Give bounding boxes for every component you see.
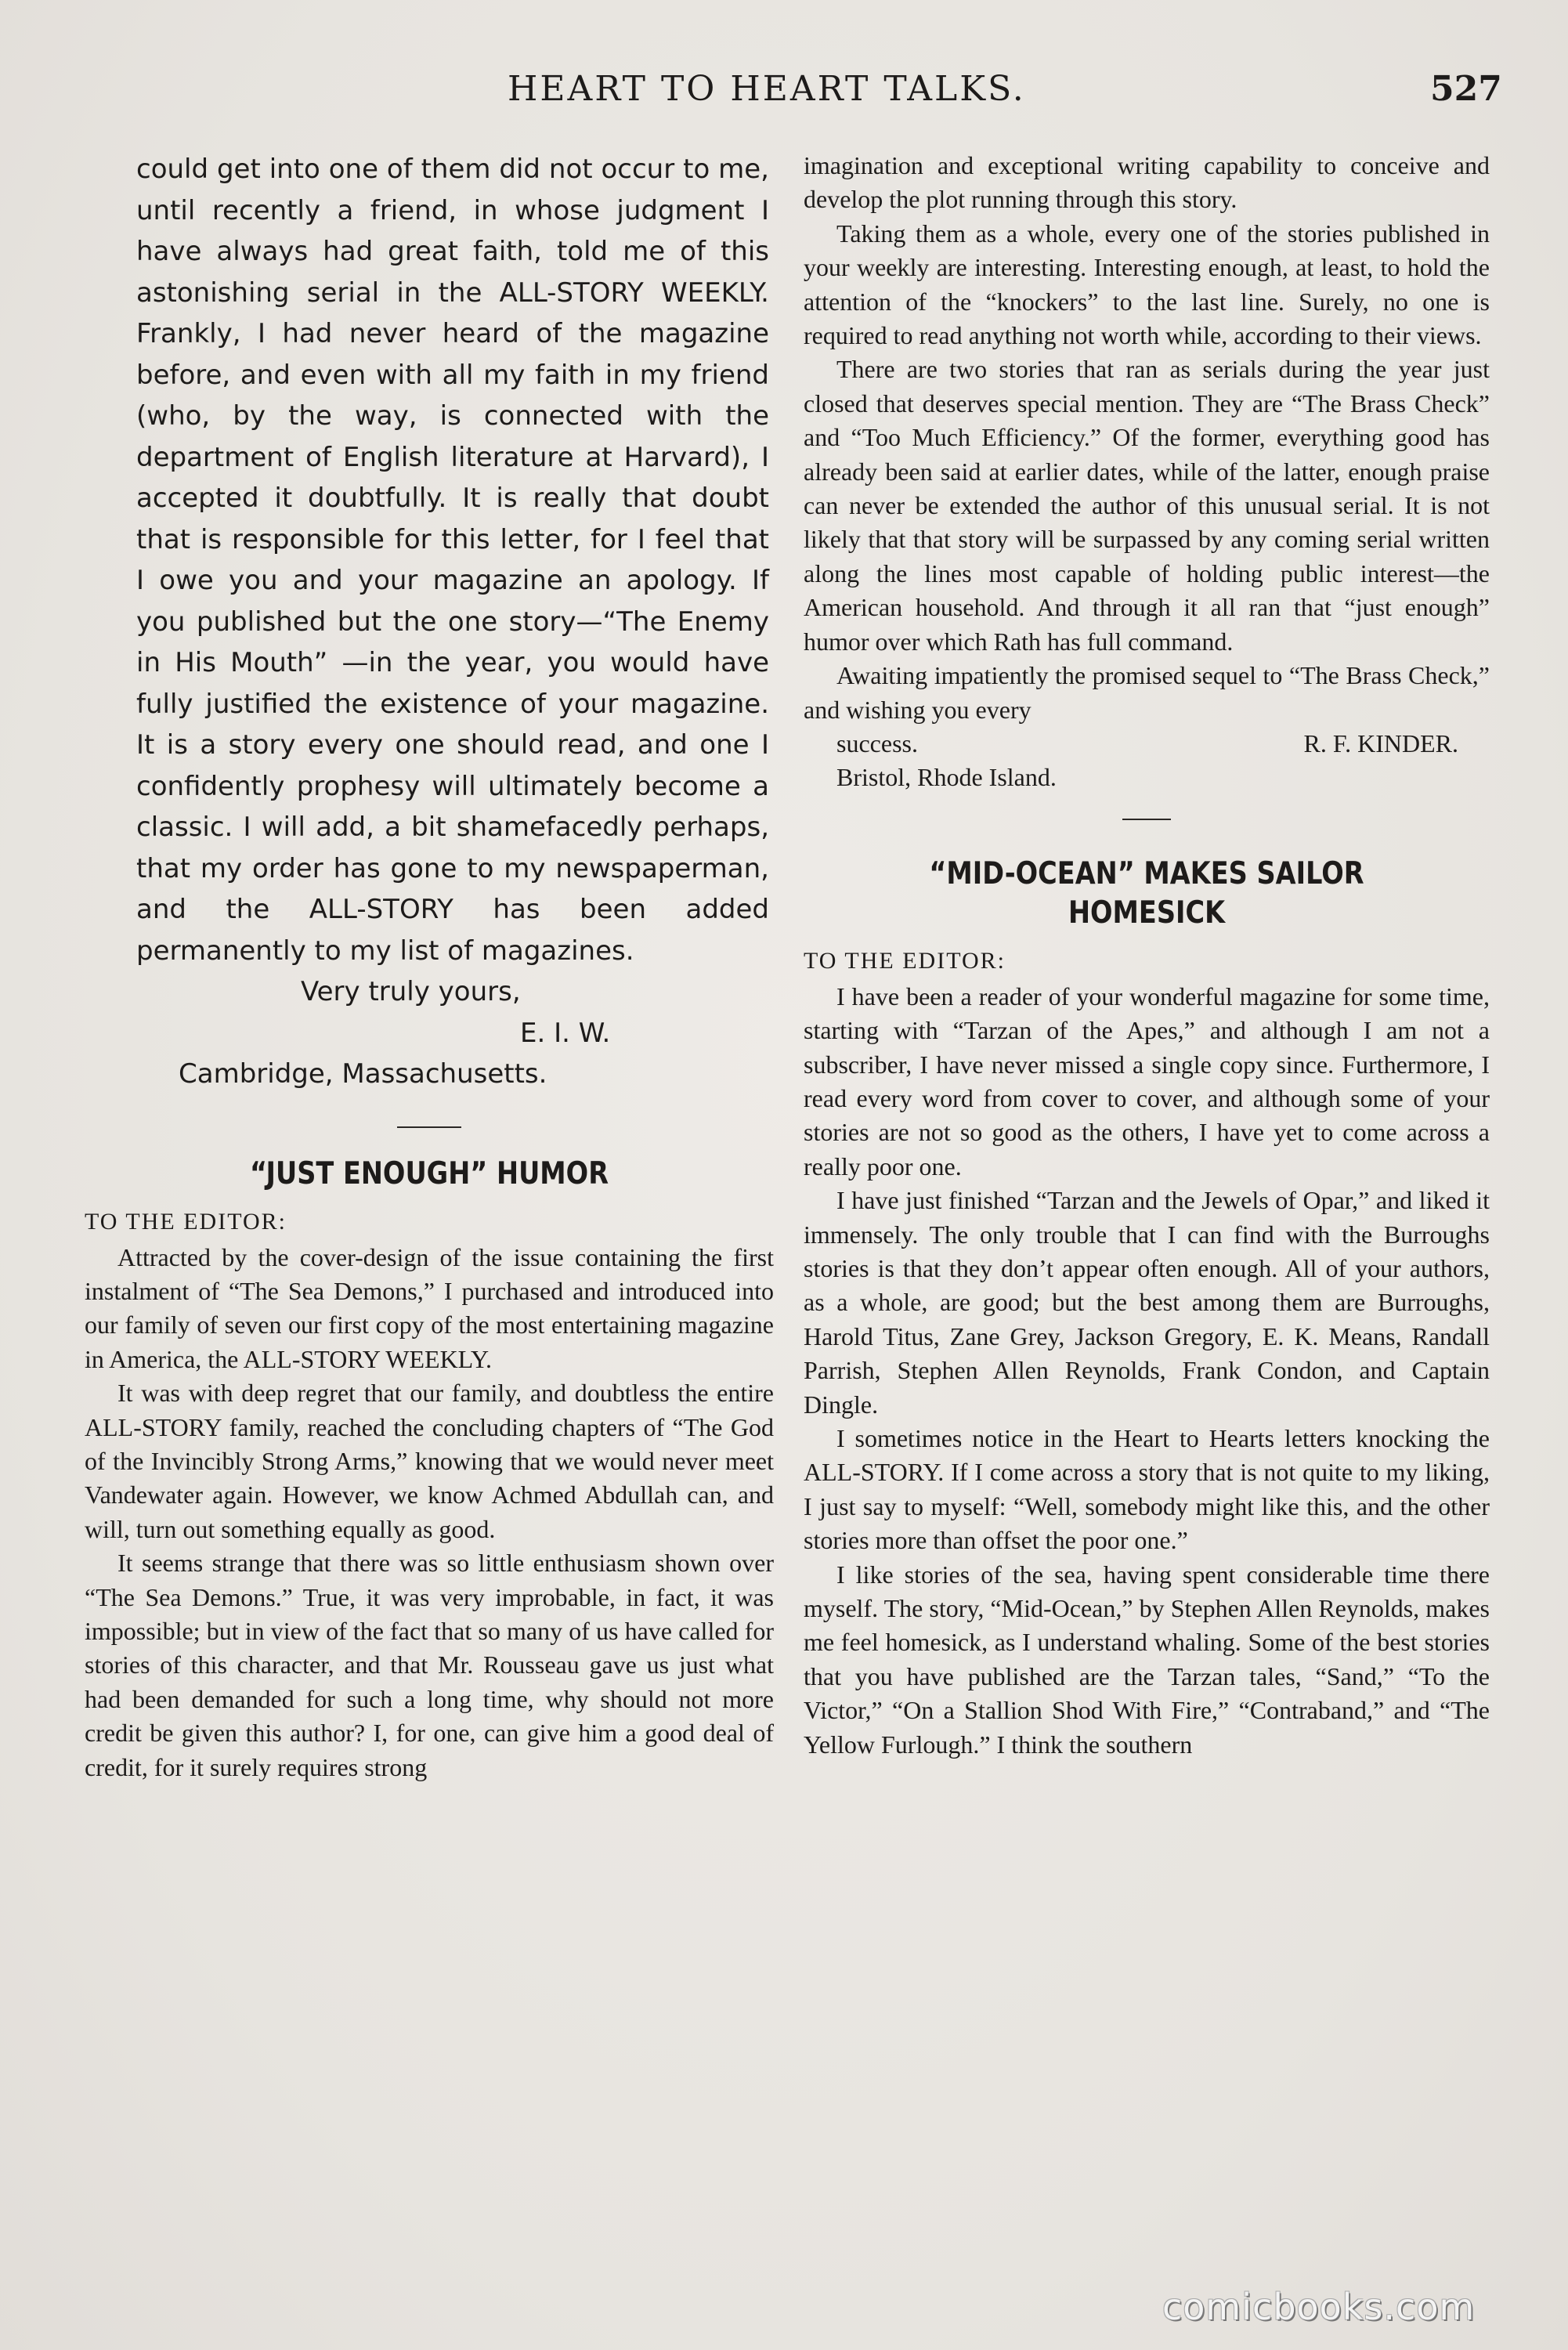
letter-kinder-body-right xyxy=(804,149,1490,795)
letter-kinder-paragraph: imagination and exceptional writing capability to conceive and develop the plot running through this story. xyxy=(804,151,1490,214)
letter-kinder-signoff xyxy=(804,727,1490,761)
letter-sailor-body xyxy=(804,980,1490,1762)
letter-kinder-paragraph: Taking them as a whole, every one of the stories published in your weekly are interesting. Interesting enough, at least, to hold the attention of the “knockers” to the last line. Surely, no one is required to read anything not worth while, according to their views. xyxy=(804,219,1490,350)
letter-sailor-paragraph: I have been a reader of your wonderful magazine for some time, starting with “Tarzan of the Apes,” and although I am not a subscriber, I have never missed a single copy since. Furthermore, I read every word from cover to cover, and although some of your stories are not so good as the others, I have yet to come across a really poor one. xyxy=(804,982,1490,1180)
letter-sailor-paragraph: I sometimes notice in the Heart to Hearts letters knocking the ALL-STORY. If I come across a story that is not quite to my liking, I just say to myself: “Well, somebody might like this, and the other stories more than offset the poor one.” xyxy=(804,1424,1490,1555)
page-number: 527 xyxy=(1430,69,1502,109)
running-head xyxy=(0,69,1568,116)
letter-kinder-signature: R. F. KINDER. xyxy=(1303,728,1458,757)
watermark: comicbooks.com xyxy=(1162,2286,1476,2328)
letter-kinder-body-left xyxy=(85,1241,774,1785)
letter-heading-just-enough-humor: “JUST ENOUGH” HUMOR xyxy=(249,1155,609,1191)
letter-heading-mid-ocean: “MID-OCEAN” MAKES SAILOR HOMESICK xyxy=(929,855,1364,931)
letter-ew xyxy=(85,149,774,1095)
letter-kinder-closing: Awaiting impatiently the promised sequel to “The Brass Check,” and wishing you every xyxy=(804,661,1490,724)
letter-kinder-closing-word: success. xyxy=(836,728,918,757)
letter-sailor-salutation: TO THE EDITOR: xyxy=(804,947,1006,974)
section-divider xyxy=(1122,819,1171,820)
running-title: HEART TO HEART TALKS. xyxy=(508,69,1026,109)
left-column xyxy=(85,149,774,2280)
letter-kinder-paragraph: It was with deep regret that our family, and doubtless the entire ALL-STORY family, reached the concluding chapters of “The God of the Invincibly Strong Arms,” knowing that we would never meet Vandewater again. However, we know Achmed Abdullah can, and will, turn out something equally as good. xyxy=(85,1379,774,1543)
letter-kinder-paragraph: There are two stories that ran as serials during the year just closed that deserves special mention. They are “The Brass Check” and “Too Much Efficiency.” Of the former, everything good has already been said at earlier dates, while of the latter, enough praise can never be extended the author of this unusual serial. It is not likely that that story will be surpassed by any coming serial written along the lines most capable of holding public interest—the American household. And through it all ran that “just enough” humor over which Rath has full command. xyxy=(804,355,1490,656)
letter-ew-closing: Very truly yours, xyxy=(301,976,521,1007)
letter-ew-signature: E. I. W. xyxy=(520,1017,611,1049)
letter-kinder-paragraph: It seems strange that there was so little enthusiasm shown over “The Sea Demons.” True, it was very improbable, in fact, it was impossible; but in view of the fact that so many of us have called for stories of this character, and that Mr. Rousseau gave us just what had been demanded for such a long time, why should not more credit be given this author? I, for one, can give him a good deal of credit, for it surely requires strong xyxy=(85,1549,774,1781)
letter-ew-body: could get into one of them did not occur to me, until recently a friend, in whose judgment I have always had great faith, told me of this astonishing serial in the ALL-STORY WEEKLY. Frankly, I had never heard of the magazine before, and even with all my faith in my friend (who, by the way, is connected with the department of English literature at Harvard), I accepted it doubtfully. It is really that doubt that is responsible for this letter, for I feel that I owe you and your magazine an apology. If you published but the one story—“The Enemy in His Mouth” —in the year, you would have fully justified the existence of your magazine. It is a story every one should read, and one I confidently prophesy will ultimately become a classic. I will add, a bit shamefacedly perhaps, that my order has gone to my newspaperman, and the ALL-STORY has been added permanently to my list of magazines. xyxy=(136,154,769,967)
letter-kinder-location: Bristol, Rhode Island. xyxy=(836,763,1057,792)
letter-sailor-paragraph: I like stories of the sea, having spent considerable time there myself. The story, “Mid-Ocean,” by Stephen Allen Reynolds, makes me feel homesick, as I understand whaling. Some of the best stories that you have published are the Tarzan tales, “Sand,” “To the Victor,” “On a Stallion Shod With Fire,” “Contraband,” and “The Yellow Furlough.” I think the southern xyxy=(804,1560,1490,1759)
right-column xyxy=(804,149,1490,2280)
letter-kinder-paragraph: Attracted by the cover-design of the issue containing the first instalment of “The Sea Demons,” I purchased and introduced into our family of seven our first copy of the most entertaining magazine in America, the ALL-STORY WEEKLY. xyxy=(85,1242,774,1373)
letter-kinder-salutation: TO THE EDITOR: xyxy=(85,1208,287,1235)
section-divider xyxy=(397,1126,461,1128)
letter-ew-location: Cambridge, Massachusetts. xyxy=(179,1058,547,1090)
letter-sailor-paragraph: I have just finished “Tarzan and the Jewels of Opar,” and liked it immensely. The only trouble that I can find with the Burroughs stories is that they don’t appear often enough. All of your authors, as a whole, are good; but the best among them are Burroughs, Harold Titus, Zane Grey, Jackson Gregory, E. K. Means, Randall Parrish, Stephen Allen Reynolds, Frank Condon, and Captain Dingle. xyxy=(804,1186,1490,1419)
